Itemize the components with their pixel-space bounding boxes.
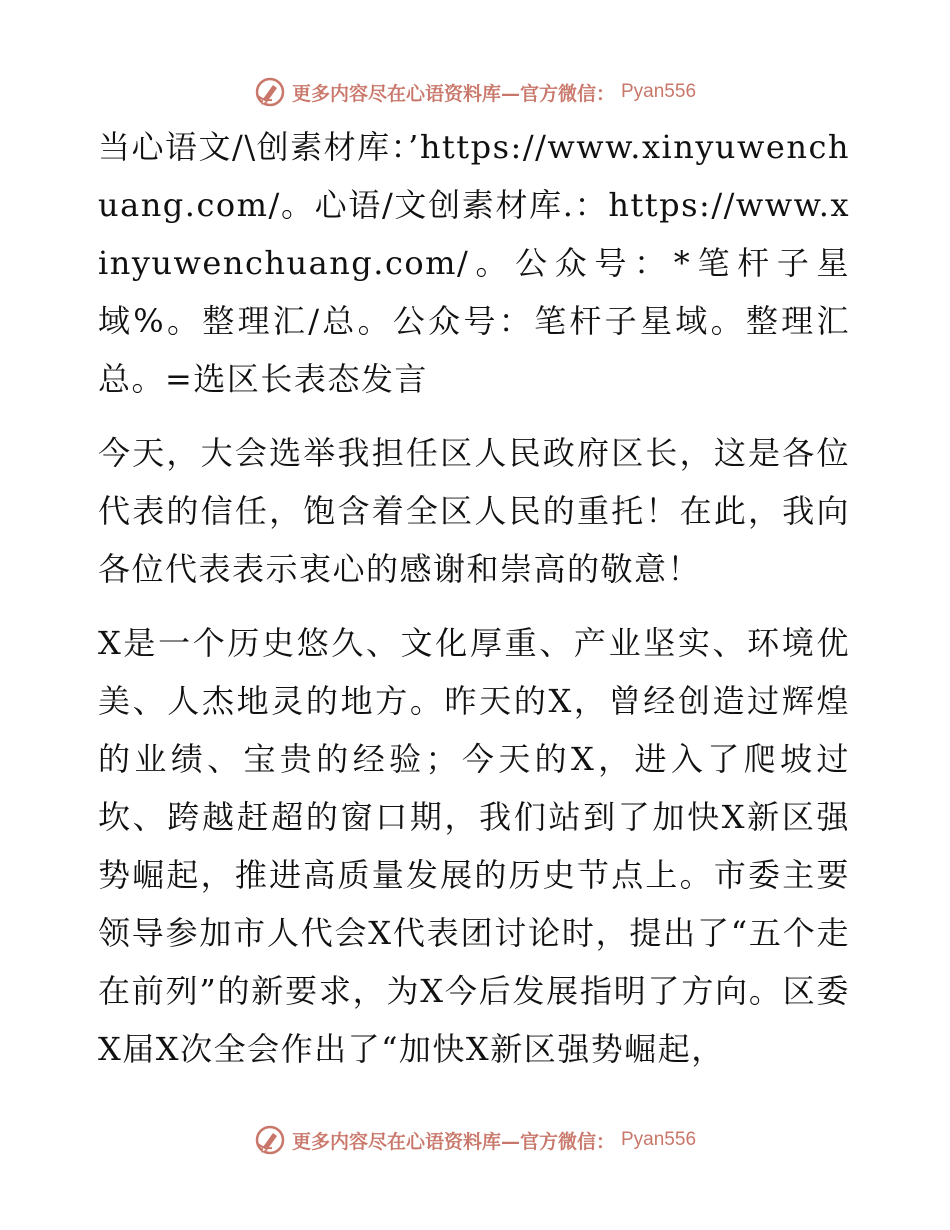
watermark-wechat-id: Pyan556 xyxy=(621,1129,697,1150)
footer-watermark xyxy=(0,1120,950,1160)
paragraph-3: X是一个历史悠久、文化厚重、产业坚实、环境优美、人杰地灵的地方。昨天的X，曾经创造过辉煌的业绩、宝贵的经验；今天的X，进入了爬坡过坎、跨越赶超的窗口期，我们站到了加快X新区强势崛起，推进高质量发展的历史节点上。市委主要领导参加市人代会X代表团讨论时，提出了“五个走在前列”的新要求，为X今后发展指明了方向。区委X届X次全会作出了“加快X新区强势崛起， xyxy=(98,624,850,1068)
document-body xyxy=(98,118,850,1078)
pen-logo-icon xyxy=(254,1124,286,1156)
watermark-wechat-id: Pyan556 xyxy=(621,81,697,102)
paragraph-2: 今天，大会选举我担任区人民政府区长，这是各位代表的信任，饱含着全区人民的重托！在此，我向各位代表表示衷心的感谢和崇高的敬意！ xyxy=(98,434,850,588)
pen-logo-icon xyxy=(254,76,286,108)
watermark-text: 更多内容尽在心语资料库—官方微信： xyxy=(291,1130,615,1153)
header-watermark xyxy=(0,72,950,112)
paragraph-1: 当心语文/\创素材库：’https://www.xinyuwenchuang.com/。心语/文创素材库.：https://www.xinyuwenchuang.com/。公众号：*笔杆子星域%。整理汇/总。公众号：笔杆子星域。整理汇总。=选区长表态发言 xyxy=(98,128,850,398)
watermark-text: 更多内容尽在心语资料库—官方微信： xyxy=(291,82,615,105)
